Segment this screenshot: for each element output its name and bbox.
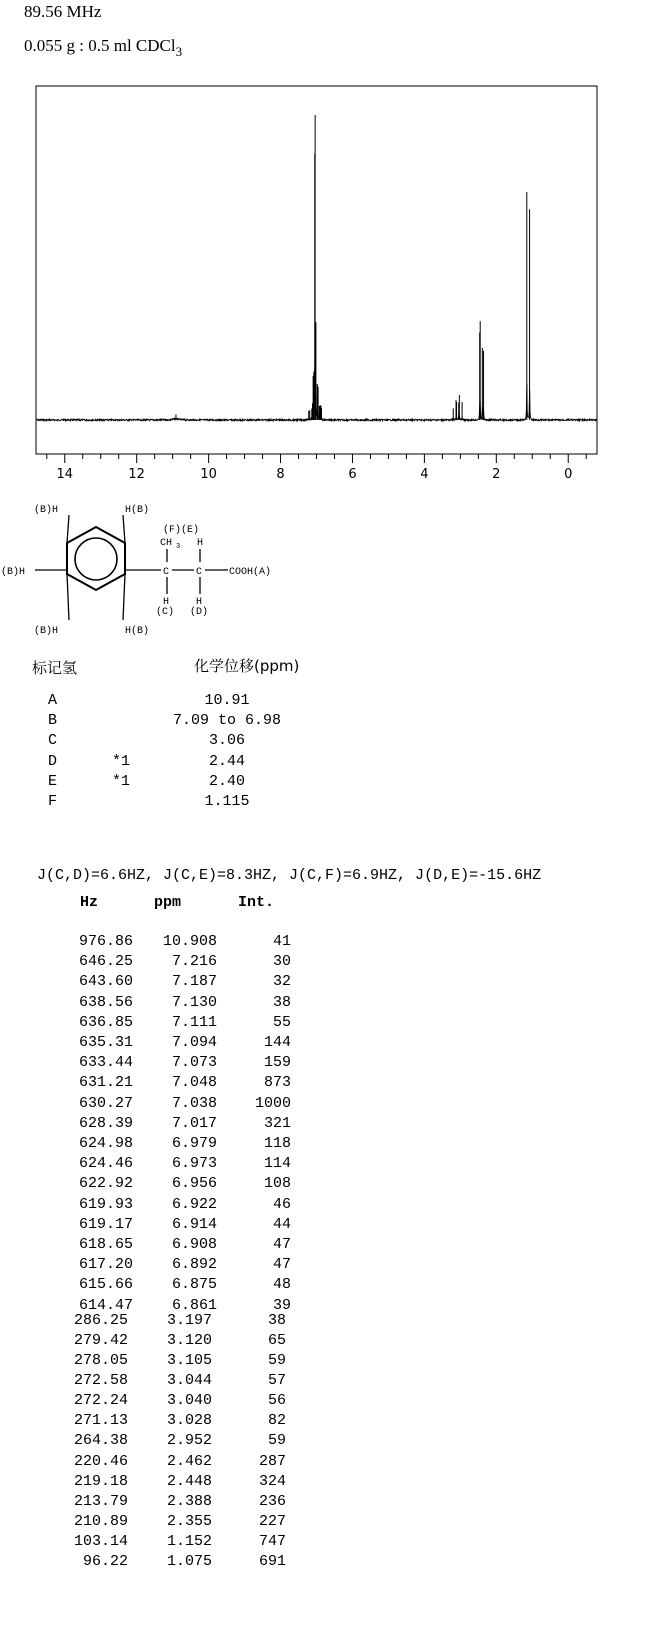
peak-hz: 633.44 xyxy=(78,1054,133,1072)
label-c2: C xyxy=(196,567,203,578)
bond-h-bot-left xyxy=(67,574,69,620)
peak-hz: 220.46 xyxy=(73,1452,128,1470)
peak-hz: 264.38 xyxy=(73,1432,128,1450)
plot-frame xyxy=(36,86,597,454)
coupling-constants: J(C,D)=6.6HZ, J(C,E)=8.3HZ, J(C,F)=6.9HZ, J(D,E)=-15.6HZ xyxy=(37,867,542,884)
peak-hz: 976.86 xyxy=(78,933,133,950)
peak-hz: 272.58 xyxy=(73,1372,128,1390)
peak-int: 55 xyxy=(272,1013,291,1031)
peak-int: 65 xyxy=(267,1331,286,1349)
peak-int: 691 xyxy=(258,1553,286,1570)
peak-hz: 614.47 xyxy=(78,1296,133,1314)
x-tick-label: 4 xyxy=(420,467,429,482)
peak-hz: 286.25 xyxy=(73,1311,128,1329)
peak-hz: 618.65 xyxy=(78,1236,133,1253)
assignment-label: E xyxy=(48,772,58,790)
assignment-label: C xyxy=(48,732,58,750)
peak-int: 59 xyxy=(267,1352,286,1369)
peak-hz: 619.17 xyxy=(78,1215,133,1233)
peak-hz: 646.25 xyxy=(78,953,133,971)
assignment-shift: 1.115 xyxy=(204,793,250,810)
bond-h-top-left xyxy=(67,515,69,543)
label-h-e: H xyxy=(197,538,204,549)
peak-hz: 213.79 xyxy=(73,1492,128,1510)
peak-hz: 271.13 xyxy=(73,1412,128,1430)
label-fe: (F)(E) xyxy=(163,525,200,536)
assignment-note: *1 xyxy=(112,752,131,770)
peak-int: 59 xyxy=(267,1432,286,1450)
peak-ppm: 1.152 xyxy=(166,1532,212,1550)
peak-hz: 615.66 xyxy=(78,1276,133,1294)
label-hb-bot-right: H(B) xyxy=(125,626,150,637)
sample-subscript: 3 xyxy=(175,44,183,59)
peak-ppm: 6.875 xyxy=(171,1276,217,1294)
peak-ppm: 10.908 xyxy=(162,933,217,950)
peak-int: 118 xyxy=(263,1135,291,1152)
peak-int: 47 xyxy=(272,1236,291,1253)
assignment-col2-header: 化学位移(ppm) xyxy=(194,657,300,675)
peak-int: 38 xyxy=(267,1311,286,1329)
peak-ppm: 7.111 xyxy=(171,1013,217,1031)
peak-int: 48 xyxy=(272,1276,291,1294)
peak-hz: 635.31 xyxy=(78,1034,133,1051)
peak-hz: 638.56 xyxy=(78,993,133,1011)
peak-hz: 96.22 xyxy=(82,1553,128,1570)
x-tick-label: 6 xyxy=(348,467,357,482)
x-tick-label: 8 xyxy=(276,467,285,482)
peak-int: 47 xyxy=(272,1256,291,1274)
assignment-label: D xyxy=(48,752,58,770)
assignment-shift: 7.09 to 6.98 xyxy=(172,712,282,730)
nmr-spectrum-chart xyxy=(0,0,652,490)
assignment-note: *1 xyxy=(112,772,131,790)
x-tick-label: 12 xyxy=(128,467,145,482)
peak-hz: 624.46 xyxy=(78,1155,133,1173)
peak-hz: 643.60 xyxy=(78,973,133,991)
peak-marks xyxy=(176,115,530,420)
peak-hz: 210.89 xyxy=(73,1512,128,1530)
peak-int: 236 xyxy=(258,1492,286,1510)
assignment-label: F xyxy=(48,793,58,810)
assignment-shift: 3.06 xyxy=(208,732,245,750)
label-h-c: H xyxy=(163,597,170,608)
peak-int: 287 xyxy=(258,1452,286,1470)
peak-hz: 279.42 xyxy=(73,1331,128,1349)
peak-ppm: 3.105 xyxy=(166,1352,212,1369)
peak-table-header-hz: Hz xyxy=(80,894,99,911)
x-tick-label: 2 xyxy=(492,467,501,482)
bond-h-top-right xyxy=(123,515,125,543)
peak-ppm: 6.979 xyxy=(171,1135,217,1152)
x-tick-label: 14 xyxy=(56,467,74,482)
peak-ppm: 2.462 xyxy=(166,1452,212,1470)
peak-hz: 630.27 xyxy=(78,1094,133,1112)
peak-ppm: 7.017 xyxy=(171,1114,217,1132)
peak-int: 324 xyxy=(258,1472,286,1490)
peak-ppm: 2.388 xyxy=(166,1492,212,1510)
peak-ppm: 7.094 xyxy=(171,1034,217,1051)
x-tick-label: 0 xyxy=(564,467,573,482)
spectrometer-frequency: 89.56 MHz xyxy=(24,2,102,21)
label-c1: C xyxy=(163,567,170,578)
peak-ppm: 6.956 xyxy=(171,1175,217,1193)
label-hb-left: (B)H xyxy=(1,567,26,578)
x-axis-tick-labels xyxy=(56,467,572,482)
peak-ppm: 6.861 xyxy=(171,1296,217,1314)
peak-int: 873 xyxy=(263,1074,291,1092)
peak-int: 114 xyxy=(263,1155,291,1173)
peak-int: 46 xyxy=(272,1195,291,1213)
peak-ppm: 7.130 xyxy=(171,993,217,1011)
label-hb-bot-left: (B)H xyxy=(34,626,59,637)
peak-ppm: 2.355 xyxy=(166,1512,212,1530)
peak-int: 108 xyxy=(263,1175,291,1193)
peak-ppm: 6.973 xyxy=(171,1155,217,1173)
peak-ppm: 6.892 xyxy=(171,1256,217,1274)
label-h-d: H xyxy=(196,597,203,608)
peak-table-header-ppm: ppm xyxy=(154,894,182,911)
peak-ppm: 3.044 xyxy=(166,1372,212,1390)
peak-hz: 636.85 xyxy=(78,1013,133,1031)
peak-int: 227 xyxy=(258,1512,286,1530)
peak-hz: 631.21 xyxy=(78,1074,133,1092)
assignment-label: A xyxy=(48,692,58,709)
label-d-tag: (D) xyxy=(190,607,209,618)
sample-prefix: 0.055 g : 0.5 ml CDCl xyxy=(24,36,176,55)
peak-ppm: 7.187 xyxy=(171,973,217,991)
assignment-shift: 2.44 xyxy=(208,752,245,770)
molecule-structure xyxy=(0,505,320,640)
peak-int: 321 xyxy=(263,1114,291,1132)
peak-int: 144 xyxy=(263,1034,291,1051)
label-cooh: COOH(A) xyxy=(229,567,272,578)
peak-ppm: 1.075 xyxy=(166,1553,212,1570)
peak-hz: 617.20 xyxy=(78,1256,133,1274)
peak-int: 159 xyxy=(263,1054,291,1072)
label-ch3: CH xyxy=(160,538,173,549)
benzene-ring xyxy=(67,527,125,590)
label-hb-top-right: H(B) xyxy=(125,505,150,516)
peak-ppm: 7.048 xyxy=(171,1074,217,1092)
peak-int: 30 xyxy=(272,953,291,971)
peak-int: 56 xyxy=(267,1392,286,1410)
peak-hz: 622.92 xyxy=(78,1175,133,1193)
peak-hz: 272.24 xyxy=(73,1392,128,1410)
peak-hz: 219.18 xyxy=(73,1472,128,1490)
peak-ppm: 6.914 xyxy=(171,1215,217,1233)
peak-hz: 278.05 xyxy=(73,1352,128,1369)
assignment-col1-header: 标记氢 xyxy=(32,659,78,677)
peak-ppm: 3.120 xyxy=(166,1331,212,1349)
peak-int: 82 xyxy=(267,1412,286,1430)
peak-int: 41 xyxy=(272,933,291,950)
peak-int: 1000 xyxy=(254,1094,291,1112)
label-c-tag: (C) xyxy=(156,607,175,618)
peak-int: 44 xyxy=(272,1215,291,1233)
peak-int: 38 xyxy=(272,993,291,1011)
assignment-shift: 2.40 xyxy=(208,772,245,790)
peak-ppm: 2.448 xyxy=(166,1472,212,1490)
x-axis-ticks xyxy=(47,454,586,463)
assignment-label: B xyxy=(48,712,58,730)
peak-hz: 619.93 xyxy=(78,1195,133,1213)
peak-ppm: 2.952 xyxy=(166,1432,212,1450)
peak-ppm: 3.040 xyxy=(166,1392,212,1410)
peak-hz: 103.14 xyxy=(73,1532,128,1550)
label-hb-top-left: (B)H xyxy=(34,505,59,516)
peak-int: 57 xyxy=(267,1372,286,1390)
ring-circle xyxy=(75,538,117,580)
peak-hz: 624.98 xyxy=(78,1135,133,1152)
spectrum-trace xyxy=(36,356,597,420)
peak-ppm: 7.038 xyxy=(171,1094,217,1112)
peak-int: 747 xyxy=(258,1532,286,1550)
label-ch3-sub: 3 xyxy=(176,543,181,551)
peak-ppm: 7.216 xyxy=(171,953,217,971)
bond-h-bot-right xyxy=(123,574,125,620)
peak-table-header-int: Int. xyxy=(238,894,275,911)
assignment-shift: 10.91 xyxy=(204,692,250,709)
peak-int: 32 xyxy=(272,973,291,991)
x-tick-label: 10 xyxy=(200,467,217,482)
peak-ppm: 7.073 xyxy=(171,1054,217,1072)
peak-ppm: 3.197 xyxy=(166,1311,212,1329)
peak-ppm: 6.908 xyxy=(171,1236,217,1253)
peak-ppm: 6.922 xyxy=(171,1195,217,1213)
peak-hz: 628.39 xyxy=(78,1114,133,1132)
peak-int: 39 xyxy=(272,1296,291,1314)
peak-ppm: 3.028 xyxy=(166,1412,212,1430)
